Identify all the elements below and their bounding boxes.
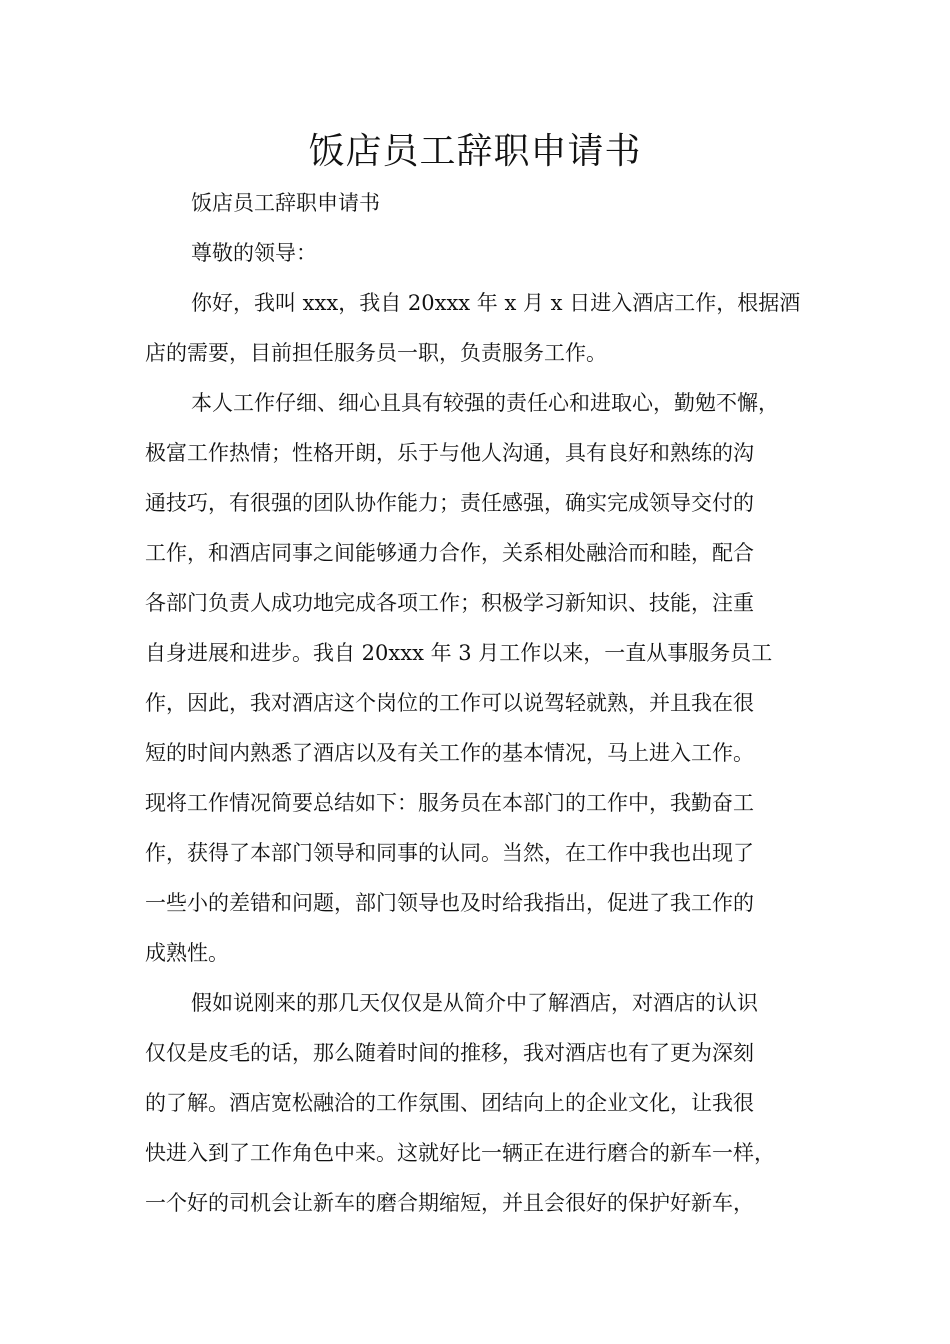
document-title: 饭店员工辞职申请书 (308, 131, 642, 172)
paragraph-line: 工作，和酒店同事之间能够通力合作，关系相处融洽而和睦，配合 (145, 541, 754, 565)
paragraph-understanding (145, 978, 817, 1228)
paragraph-line: 成熟性。 (145, 941, 229, 965)
paragraph-line: 假如说刚来的那几天仅仅是从简介中了解酒店，对酒店的认识 (191, 991, 758, 1015)
paragraph-line: 的了解。酒店宽松融洽的工作氛围、团结向上的企业文化，让我很 (145, 1091, 754, 1115)
paragraph-line: 饭店员工辞职申请书 (191, 191, 380, 215)
paragraph-line: 作，因此，我对酒店这个岗位的工作可以说驾轻就熟，并且我在很 (145, 691, 754, 715)
paragraph-line: 一个好的司机会让新车的磨合期缩短，并且会很好的保护好新车， (145, 1191, 754, 1215)
paragraph-line: 仅仅是皮毛的话，那么随着时间的推移，我对酒店也有了更为深刻 (145, 1041, 754, 1065)
paragraph-line: 尊敬的领导： (191, 241, 317, 265)
paragraph-line: 现将工作情况简要总结如下：服务员在本部门的工作中，我勤奋工 (145, 791, 754, 815)
paragraph-line: 通技巧，有很强的团队协作能力；责任感强，确实完成领导交付的 (145, 491, 754, 515)
document-body (145, 178, 817, 1228)
paragraph-self-assessment (145, 378, 817, 978)
paragraph-line: 各部门负责人成功地完成各项工作；积极学习新知识、技能，注重 (145, 591, 754, 615)
paragraph-introduction (145, 278, 817, 378)
paragraph-line: 快进入到了工作角色中来。这就好比一辆正在进行磨合的新车一样， (145, 1141, 775, 1165)
paragraph-line: 本人工作仔细、细心且具有较强的责任心和进取心，勤勉不懈， (191, 391, 779, 415)
paragraph-line: 作，获得了本部门领导和同事的认同。当然，在工作中我也出现了 (145, 841, 754, 865)
paragraph-line: 极富工作热情；性格开朗，乐于与他人沟通，具有良好和熟练的沟 (145, 441, 754, 465)
paragraph-salutation (145, 228, 817, 278)
paragraph-line: 自身进展和进步。我自 20xxx 年 3 月工作以来，一直从事服务员工 (145, 641, 773, 665)
paragraph-line: 短的时间内熟悉了酒店以及有关工作的基本情况，马上进入工作。 (145, 741, 754, 765)
paragraph-subtitle (145, 178, 817, 228)
paragraph-line: 你好，我叫 xxx，我自 20xxx 年 x 月 x 日进入酒店工作，根据酒 (191, 291, 801, 315)
paragraph-line: 一些小的差错和问题，部门领导也及时给我指出，促进了我工作的 (145, 891, 754, 915)
paragraph-line: 店的需要，目前担任服务员一职，负责服务工作。 (145, 341, 607, 365)
